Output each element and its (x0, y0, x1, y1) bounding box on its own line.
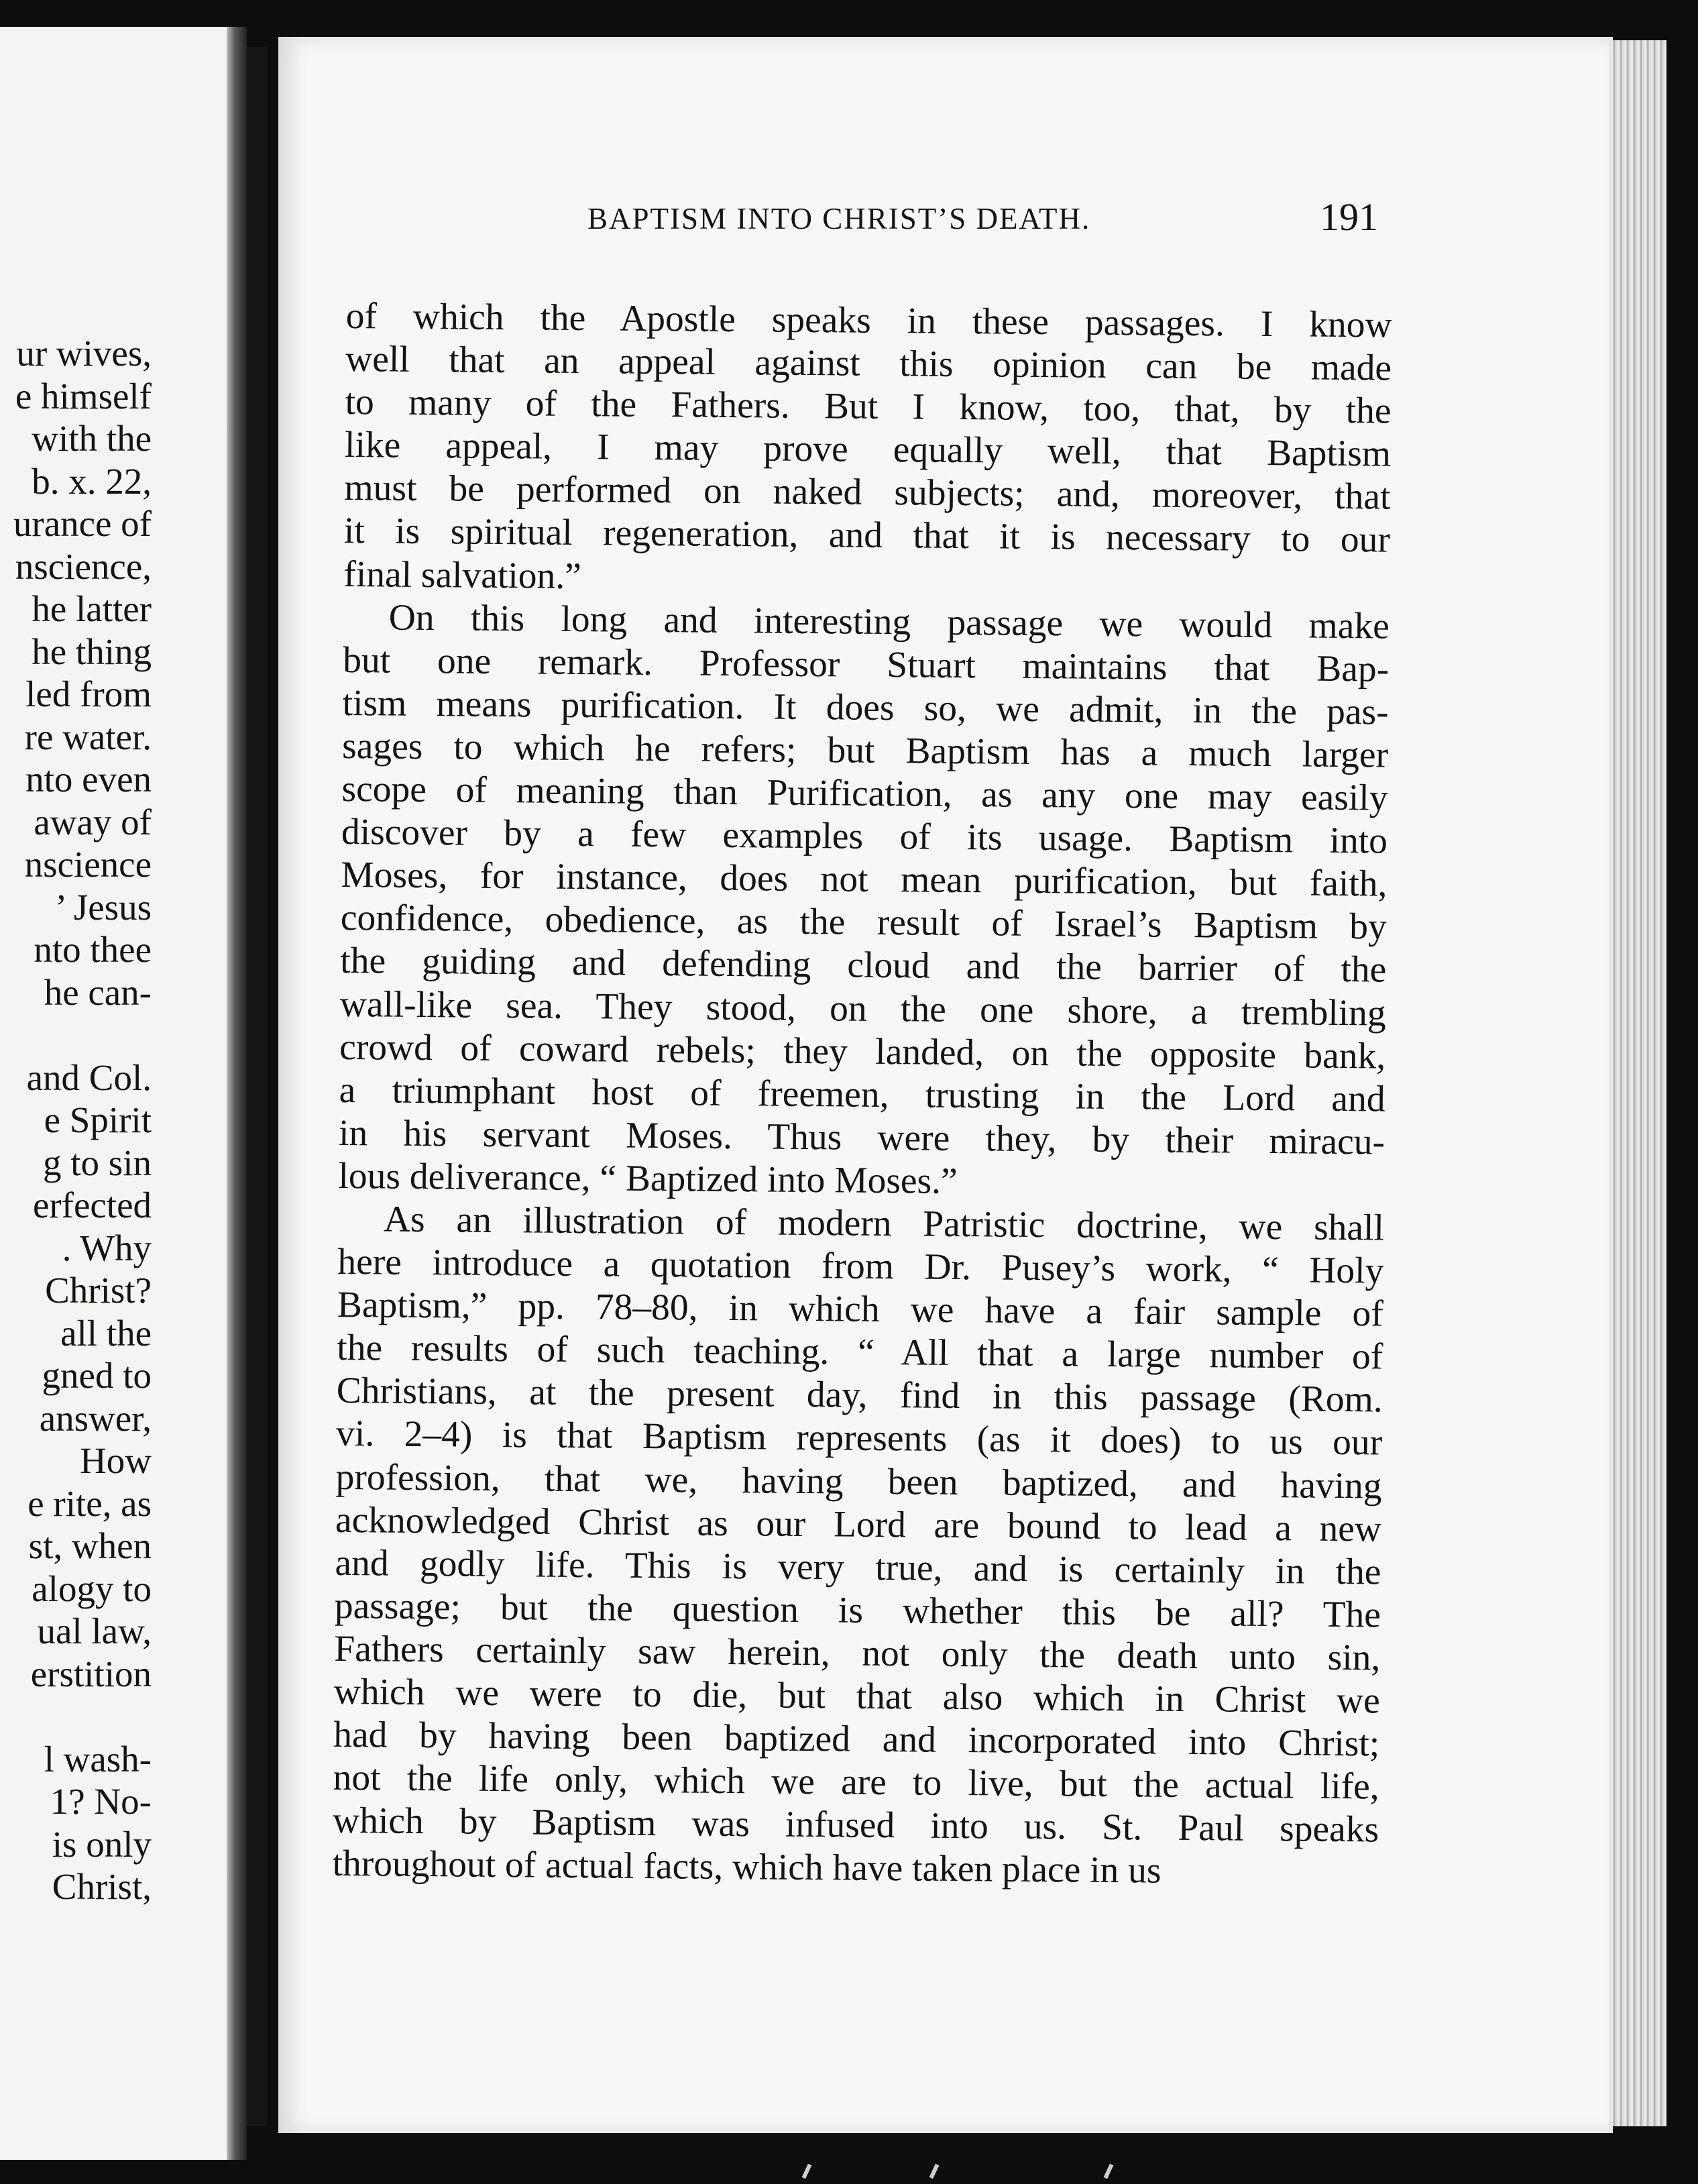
text-line: wall-like sea. They stood, on the one shore, a trembling (339, 983, 1386, 1034)
text-line: but one remark. Professor Stuart maintains that Bap- (342, 639, 1390, 690)
text-line: which by Baptism was infused into us. St. Paul speaks (332, 1800, 1379, 1851)
text-line: Moses, for instance, does not mean purification, but faith, (341, 855, 1388, 905)
text-line: sages to which he refers; but Baptism has a much larger (341, 725, 1389, 776)
previous-page-line: l wash- (44, 1738, 152, 1780)
previous-page-line (13, 1695, 152, 1738)
running-head: BAPTISM INTO CHRIST’S DEATH. (587, 202, 1091, 235)
book-spine (247, 47, 267, 2126)
text-line: On this long and interesting passage we would make (388, 597, 1390, 647)
previous-page-line: nto thee (34, 929, 152, 970)
previous-page-line: ual law, (37, 1610, 152, 1651)
previous-page-line: e himself (15, 375, 152, 417)
text-line: crowd of coward rebels; they landed, on the opposite bank, (339, 1026, 1386, 1077)
previous-page-line: g to sin (43, 1142, 152, 1183)
previous-page-line: nscience, (15, 545, 152, 587)
text-line: had by having been baptized and incorporated into Christ; (333, 1714, 1380, 1765)
text-line: must be performed on naked subjects; and, moreover, that (344, 468, 1391, 518)
text-line: lous deliverance, “ Baptized into Moses.” (338, 1155, 958, 1202)
previous-page-line: alogy to (32, 1568, 152, 1609)
previous-page-line: Christ, (52, 1866, 152, 1907)
text-line: the guiding and defending cloud and the barrier of the (340, 940, 1387, 991)
previous-page-line: gned to (42, 1355, 152, 1396)
previous-page-line: e Spirit (44, 1099, 152, 1140)
body-text (332, 295, 1392, 1895)
previous-page-line: b. x. 22, (32, 460, 152, 502)
text-line: which we were to die, but that also which in Christ we (333, 1671, 1381, 1722)
text-line: and godly life. This is very true, and is certainly in the (335, 1542, 1381, 1593)
previous-page-line: all the (60, 1312, 152, 1354)
previous-page-line: with the (32, 418, 152, 459)
previous-page-line (13, 1014, 152, 1056)
previous-page-line: nto even (25, 759, 152, 800)
page-gutter (227, 27, 247, 2160)
text-line: the results of such teaching. “ All that a large number of (337, 1327, 1383, 1378)
text-line: confidence, obedience, as the result of Israel’s Baptism by (340, 897, 1388, 948)
previous-page-line: and Col. (26, 1056, 152, 1098)
text-line: here introduce a quotation from Dr. Pusey’s work, “ Holy (337, 1242, 1384, 1292)
text-line: a triumphant host of freemen, trusting in the Lord and (339, 1069, 1385, 1120)
previous-page-line: he can- (44, 971, 152, 1013)
previous-page-line: away of (34, 801, 152, 842)
text-line: discover by a few examples of its usage. Baptism into (341, 812, 1388, 862)
previous-page-line: ur wives, (16, 333, 152, 374)
text-line: throughout of actual facts, which have taken place in us (332, 1843, 1162, 1892)
previous-page-line: he latter (32, 588, 152, 629)
previous-page-line: Christ? (45, 1270, 152, 1311)
previous-page-line: nscience (24, 844, 152, 885)
previous-page-line: erfected (32, 1185, 152, 1225)
text-line: to many of the Fathers. But I know, too, that, by the (345, 382, 1392, 432)
previous-page-line: ’ Jesus (54, 886, 152, 928)
text-line: Christians, at the present day, find in this passage (Rom. (336, 1370, 1383, 1421)
text-line: profession, that we, having been baptized, and having (335, 1456, 1382, 1507)
previous-page-text (13, 332, 152, 1908)
previous-page-line: How (80, 1440, 152, 1481)
text-line: scope of meaning than Purification, as any one may easily (341, 769, 1388, 819)
previous-page-line: e rite, as (27, 1482, 152, 1524)
previous-page-line: he thing (32, 631, 152, 672)
text-line: of which the Apostle speaks in these passages. I know (345, 295, 1392, 346)
previous-page-line: urance of (13, 503, 152, 544)
previous-page-line: re water. (24, 716, 152, 757)
text-line: Fathers certainly saw herein, not only the death unto sin, (334, 1628, 1381, 1679)
scan-artifacts (791, 2160, 1167, 2180)
previous-page-line: 1? No- (50, 1781, 152, 1822)
previous-page-line: answer, (39, 1397, 152, 1439)
text-line: As an illustration of modern Patristic doctrine, we shall (383, 1199, 1385, 1249)
text-line: passage; but the question is whether this be all? The (334, 1585, 1381, 1636)
text-line: well that an appeal against this opinion can be made (345, 339, 1392, 389)
previous-page (0, 27, 227, 2160)
text-line: vi. 2–4) is that Baptism represents (as it does) to us our (335, 1413, 1383, 1464)
text-line: tism means purification. It does so, we admit, in the pas- (342, 682, 1389, 733)
page-edges (1609, 40, 1666, 2126)
text-line: in his servant Moses. Thus were they, by their miracu- (338, 1112, 1385, 1163)
text-line: acknowledged Christ as our Lord are bound to lead a new (335, 1499, 1382, 1550)
page-number: 191 (1320, 195, 1378, 239)
text-line: like appeal, I may prove equally well, that Baptism (344, 425, 1392, 475)
text-line: Baptism,” pp. 78–80, in which we have a fair sample of (337, 1285, 1384, 1335)
previous-page-line: . Why (62, 1227, 152, 1268)
text-line: final salvation.” (343, 553, 582, 597)
text-line: not the life only, which we are to live, but the actual life, (333, 1757, 1379, 1808)
previous-page-line: st, when (28, 1525, 152, 1566)
previous-page-line: is only (52, 1823, 152, 1865)
text-line: it is spiritual regeneration, and that it is necessary to our (343, 510, 1391, 561)
previous-page-line: led from (25, 673, 152, 714)
previous-page-line: erstition (30, 1653, 152, 1694)
